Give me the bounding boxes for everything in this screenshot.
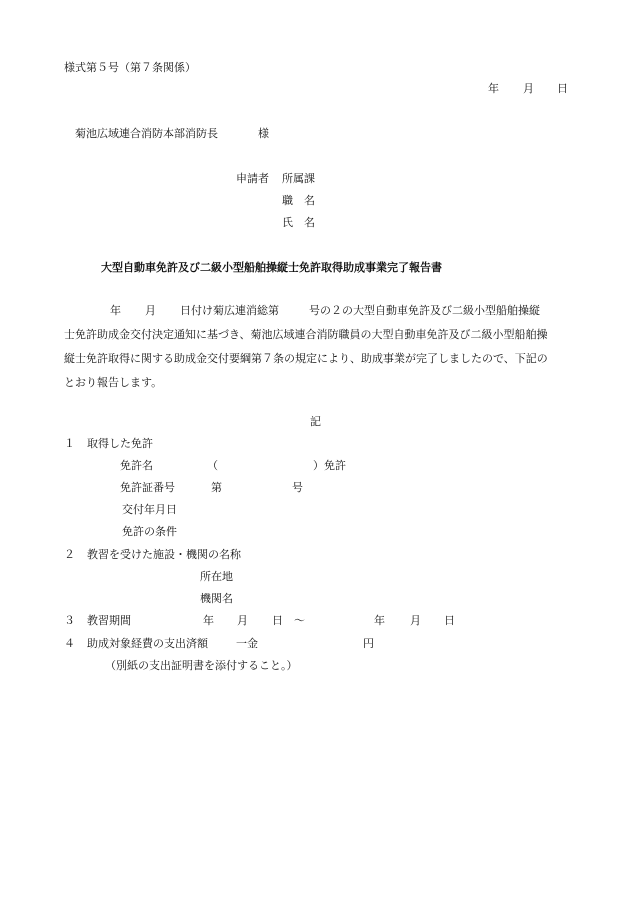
form-number: 様式第５号（第７条関係） (64, 61, 196, 74)
item-1-label: 取得した免許 (87, 437, 153, 450)
addressee-honorific: 様 (258, 127, 269, 140)
body-line-2: 士免許助成金交付決定通知に基づき、菊池広域連合消防職員の大型自動車免許及び二級小型船舶操 (64, 328, 548, 341)
item-2-label: 教習を受けた施設・機関の名称 (87, 548, 241, 561)
body-paragraph (64, 299, 570, 395)
body-line-3: 縦士免許取得に関する助成金交付要綱第７条の規定により、助成事業が完了しましたので、下記の (64, 352, 548, 365)
amount-kin: 一金 (236, 637, 258, 650)
license-name-label: 免許名 (120, 459, 153, 472)
item-4-label: 助成対象経費の支出済額 (87, 637, 208, 650)
document-title: 大型自動車免許及び二級小型船舶操縦士免許取得助成事業完了報告書 (101, 261, 442, 274)
license-cert-go: 号 (292, 481, 303, 494)
period-end-year: 年 (374, 614, 385, 627)
facility-org-label: 機関名 (200, 592, 233, 605)
addressee-name: 菊池広域連合消防本部消防長 (75, 127, 218, 140)
applicant-label: 申請者 (236, 172, 269, 185)
applicant-position: 職 名 (282, 194, 315, 207)
item-1-number: １ (64, 437, 75, 450)
date-month: 月 (523, 82, 534, 95)
date-day: 日 (557, 82, 568, 95)
period-start-month: 月 (237, 614, 248, 627)
item-3-number: ３ (64, 614, 75, 627)
body-line-4: とおり報告します。 (64, 376, 163, 389)
period-start-year: 年 (203, 614, 214, 627)
item-2-number: ２ (64, 548, 75, 561)
period-tilde: ～ (294, 614, 305, 627)
applicant-name: 氏 名 (282, 216, 315, 229)
item-3-label: 教習期間 (87, 614, 131, 627)
license-conditions-label: 免許の条件 (122, 525, 177, 538)
period-end-day: 日 (444, 614, 455, 627)
body-line-1: 年 月 日付け菊広連消総第 号の２の大型自動車免許及び二級小型船舶操縦 (110, 304, 540, 317)
license-cert-label: 免許証番号 (120, 481, 175, 494)
ki-heading: 記 (310, 415, 321, 428)
facility-address-label: 所在地 (200, 570, 233, 583)
license-name-paren-open: （ (207, 459, 218, 472)
applicant-department: 所属課 (282, 172, 315, 185)
issue-date-label: 交付年月日 (122, 503, 177, 516)
period-end-month: 月 (410, 614, 421, 627)
date-year: 年 (488, 82, 499, 95)
license-cert-dai: 第 (211, 481, 222, 494)
license-name-paren-close: ）免許 (313, 459, 346, 472)
period-start-day: 日 (272, 614, 283, 627)
item-4-note: （別紙の支出証明書を添付すること。） (105, 659, 298, 672)
item-4-number: ４ (64, 637, 75, 650)
amount-yen: 円 (363, 637, 374, 650)
